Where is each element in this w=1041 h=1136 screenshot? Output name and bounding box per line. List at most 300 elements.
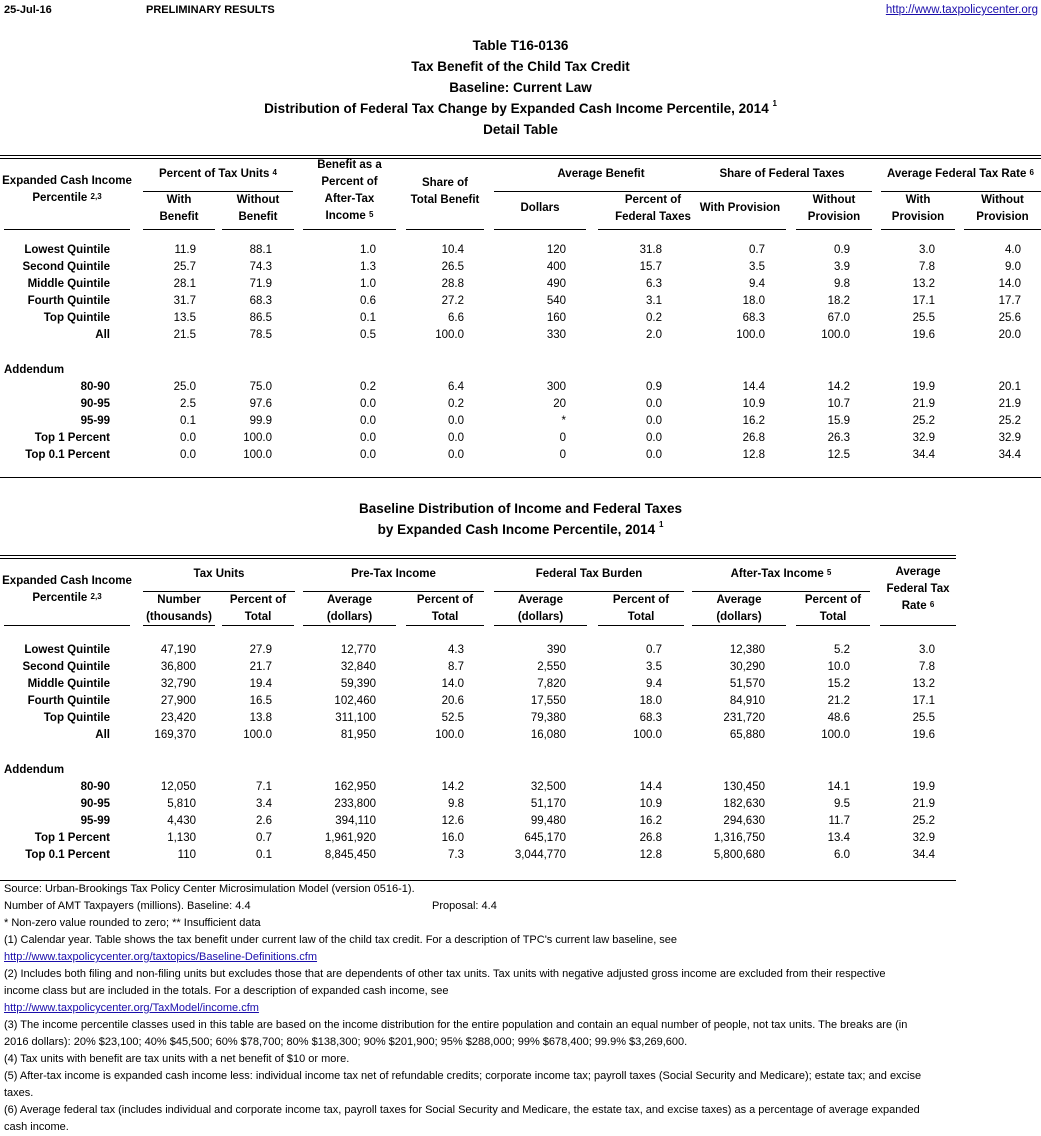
- table-2-bottom-rule: [0, 880, 956, 881]
- table-cell: 7.1: [256, 781, 272, 793]
- table-cell: 0.0: [646, 449, 662, 461]
- table-cell: 81,950: [340, 729, 376, 741]
- table-cell: 26.5: [441, 261, 464, 273]
- table-id: Table T16-0136: [472, 38, 569, 53]
- table-cell: 11.7: [828, 815, 850, 827]
- table-cell: 0.2: [646, 312, 662, 324]
- rule: [143, 229, 215, 230]
- row-label: Lowest Quintile: [24, 644, 110, 656]
- col-header-number: Number (thousands): [146, 594, 212, 623]
- table-cell: 12,050: [160, 781, 196, 793]
- col-header-pct-federal-taxes: Percent of Federal Taxes: [615, 194, 691, 223]
- table-cell: 8.7: [448, 661, 464, 673]
- table-detail-label: Detail Table: [483, 122, 558, 137]
- row-label: Fourth Quintile: [27, 695, 110, 707]
- table-cell: 9.4: [749, 278, 765, 290]
- table-cell: 16,080: [530, 729, 566, 741]
- table-cell: 0.1: [360, 312, 376, 324]
- row-header: Expanded Cash Income Percentile $^{2,3}$: [2, 575, 132, 604]
- table-cell: 2,550: [537, 661, 566, 673]
- table-cell: 14.1: [827, 781, 850, 793]
- table-cell: 182,630: [723, 798, 765, 810]
- table-cell: 3.9: [834, 261, 850, 273]
- footnote-6-line1: (6) Average federal tax (includes individual and corporate income tax, payroll taxes for Social Security and Medicare, the estate tax, and excise taxes) as a percentage of average expanded: [4, 1104, 920, 1116]
- table-cell: 21.9: [998, 398, 1021, 410]
- col-header-with-provision: With Provision: [699, 202, 781, 214]
- rule: [4, 229, 130, 230]
- rule: [880, 625, 956, 626]
- table-cell: 26.8: [639, 832, 662, 844]
- footnote-3-line2: 2016 dollars): 20% $23,100; 40% $45,500; 60% $78,700; 80% $138,300; 90% $201,900; 95% $288,000; 99% $678,400; 99.9% $3,269,600.: [4, 1036, 688, 1048]
- table-cell: 3.5: [749, 261, 765, 273]
- table-cell: 0.0: [646, 415, 662, 427]
- table-cell: 9.5: [834, 798, 850, 810]
- table-cell: 12.8: [742, 449, 765, 461]
- row-label: 95-99: [80, 415, 110, 427]
- table-cell: 21.9: [912, 798, 935, 810]
- table-cell: 19.9: [912, 781, 935, 793]
- table-cell: 68.3: [639, 712, 662, 724]
- table-cell: 100.0: [435, 729, 464, 741]
- table-cell: 231,720: [723, 712, 765, 724]
- table-cell: 13.2: [912, 678, 935, 690]
- table-cell: 0.0: [448, 449, 464, 461]
- col-header-average-dollars: Average (dollars): [517, 594, 564, 623]
- group-header-percent-tax-units: Percent of Tax Units $^4$: [159, 168, 277, 180]
- table-cell: 25.7: [173, 261, 196, 273]
- group-header-average-federal-tax-rate: Average Federal Tax Rate $^6$: [887, 168, 1034, 180]
- table-cell: 300: [546, 381, 566, 393]
- table-cell: 25.2: [912, 815, 935, 827]
- table-cell: 26.8: [742, 432, 765, 444]
- table-cell: 27.9: [249, 644, 272, 656]
- row-label: Top Quintile: [43, 712, 110, 724]
- table-top-rule: [0, 155, 1041, 159]
- amt-baseline-note: Number of AMT Taxpayers (millions). Baseline: 4.4: [4, 900, 251, 912]
- row-label: Second Quintile: [22, 261, 110, 273]
- footnote-4: (4) Tax units with benefit are tax units with a net benefit of $10 or more.: [4, 1053, 350, 1065]
- table-cell: 0.2: [360, 381, 376, 393]
- footnote-2-line1: (2) Includes both filing and non-filing units but excludes those that are dependents of other tax units. Tax units with negative adjusted gross income are excluded from their respective: [4, 968, 886, 980]
- col-header-average-federal-tax-rate: Average Federal Tax Rate $^6$: [886, 566, 950, 612]
- table-cell: 68.3: [249, 295, 272, 307]
- table-cell: 6.4: [448, 381, 464, 393]
- table-cell: 0.0: [180, 449, 196, 461]
- group-header-pre-tax-income: Pre-Tax Income: [351, 568, 436, 580]
- table-cell: 9.0: [1005, 261, 1021, 273]
- table-baseline: Baseline: Current Law: [449, 80, 592, 95]
- table-cell: 9.8: [448, 798, 464, 810]
- addendum-label: Addendum: [4, 764, 65, 776]
- table-cell: 0.1: [256, 849, 272, 861]
- table-cell: *: [561, 415, 566, 427]
- source-note: Source: Urban-Brookings Tax Policy Center Microsimulation Model (version 0516-1).: [4, 883, 415, 895]
- table-cell: 400: [546, 261, 566, 273]
- table-cell: 84,910: [729, 695, 765, 707]
- table-cell: 19.9: [912, 381, 935, 393]
- rule: [222, 625, 294, 626]
- table-cell: 99,480: [530, 815, 566, 827]
- table-cell: 330: [546, 329, 566, 341]
- table-cell: 34.4: [912, 449, 935, 461]
- col-header-share-total-benefit: Share of Total Benefit: [410, 177, 480, 206]
- table-cell: 4,430: [167, 815, 196, 827]
- table-cell: 99.9: [249, 415, 272, 427]
- footnote-5-line1: (5) After-tax income is expanded cash income less: individual income tax net of refundable credits; corporate income tax; payroll taxes (Social Security and Medicare); estate tax; and excise: [4, 1070, 922, 1082]
- table-cell: 18.2: [827, 295, 850, 307]
- table-cell: 100.0: [243, 432, 272, 444]
- table-cell: 100.0: [243, 729, 272, 741]
- table-cell: 10.9: [639, 798, 662, 810]
- table-cell: 1.0: [360, 278, 376, 290]
- col-header-without-provision: Without Provision: [807, 194, 861, 223]
- footnote-3-line1: (3) The income percentile classes used in this table are based on the income distribution for the entire population and contain an equal number of people, not tax units. The breaks are (in: [4, 1019, 908, 1031]
- col-header-rate-without-provision: Without Provision: [976, 194, 1029, 223]
- table-cell: 51,570: [729, 678, 765, 690]
- table-cell: 20: [553, 398, 566, 410]
- table-subtitle: [0, 101, 1041, 116]
- table-cell: 21.9: [912, 398, 935, 410]
- table-cell: 10.9: [742, 398, 765, 410]
- table-cell: 100.0: [736, 329, 765, 341]
- group-header-share-federal-taxes: Share of Federal Taxes: [719, 168, 845, 180]
- table-cell: 16.2: [639, 815, 662, 827]
- table-cell: 294,630: [723, 815, 765, 827]
- tpc-home-link[interactable]: http://www.taxpolicycenter.org: [885, 4, 1038, 16]
- table-cell: 100.0: [821, 329, 850, 341]
- table-cell: 78.5: [249, 329, 272, 341]
- table-cell: 32,790: [160, 678, 196, 690]
- table-cell: 27,900: [160, 695, 196, 707]
- table-cell: 7.8: [919, 661, 935, 673]
- col-header-without-benefit: Without Benefit: [236, 194, 280, 223]
- table-cell: 19.4: [249, 678, 272, 690]
- table-2-title-line1: Baseline Distribution of Income and Federal Taxes: [358, 501, 683, 516]
- table-cell: 0.9: [646, 381, 662, 393]
- table-cell: 1,130: [167, 832, 196, 844]
- table-cell: 17.1: [912, 695, 935, 707]
- subtitle-text: Distribution of Federal Tax Change by Expanded Cash Income Percentile, 2014: [264, 101, 769, 116]
- table-cell: 0.0: [360, 449, 376, 461]
- table-cell: 32.9: [912, 432, 935, 444]
- table-cell: 17.7: [998, 295, 1021, 307]
- table-cell: 20.6: [441, 695, 464, 707]
- table-cell: 4.0: [1005, 244, 1021, 256]
- table-cell: 120: [546, 244, 566, 256]
- table-cell: 14.0: [441, 678, 464, 690]
- table-cell: 25.2: [912, 415, 935, 427]
- col-header-dollars: Dollars: [520, 202, 560, 214]
- table-cell: 25.5: [912, 312, 935, 324]
- table-cell: 8,845,450: [324, 849, 376, 861]
- table-2-top-rule: [0, 555, 956, 559]
- table-cell: 27.2: [441, 295, 464, 307]
- legend-note: * Non-zero value rounded to zero; ** Insufficient data: [4, 917, 261, 929]
- table-cell: 51,170: [530, 798, 566, 810]
- group-header-average-benefit: Average Benefit: [557, 168, 645, 180]
- table-cell: 5,800,680: [713, 849, 765, 861]
- table-cell: 0.0: [646, 432, 662, 444]
- table-cell: 31.8: [639, 244, 662, 256]
- rule: [694, 229, 786, 230]
- table-cell: 0.7: [646, 644, 662, 656]
- table-cell: 10.7: [827, 398, 850, 410]
- table-cell: 18.0: [639, 695, 662, 707]
- table-cell: 102,460: [334, 695, 376, 707]
- preliminary-label: PRELIMINARY RESULTS: [146, 4, 275, 16]
- table-cell: 233,800: [334, 798, 376, 810]
- table-cell: 169,370: [154, 729, 196, 741]
- table-cell: 6.6: [448, 312, 464, 324]
- table-cell: 4.3: [448, 644, 464, 656]
- row-label: 80-90: [80, 781, 110, 793]
- table-cell: 25.0: [173, 381, 196, 393]
- table-cell: 394,110: [335, 815, 376, 827]
- table-2-title-line2: by Expanded Cash Income Percentile, 2014 $^1$: [377, 520, 664, 537]
- report-date: 25-Jul-16: [4, 4, 52, 16]
- table-cell: 14.0: [998, 278, 1021, 290]
- rule: [303, 625, 396, 626]
- table-cell: 36,800: [160, 661, 196, 673]
- table-cell: 3.0: [919, 244, 935, 256]
- table-cell: 1,316,750: [713, 832, 765, 844]
- row-label: 95-99: [80, 815, 110, 827]
- col-header-rate-with-provision: With Provision: [891, 194, 945, 223]
- rule: [881, 229, 955, 230]
- table-cell: 13.4: [827, 832, 850, 844]
- table-cell: 0.0: [360, 398, 376, 410]
- amt-proposal-note: Proposal: 4.4: [432, 900, 497, 912]
- table-cell: 7.8: [919, 261, 935, 273]
- row-label: All: [95, 329, 110, 341]
- table-cell: 13.8: [249, 712, 272, 724]
- table-cell: 162,950: [334, 781, 376, 793]
- table-cell: 100.0: [435, 329, 464, 341]
- table-cell: 9.8: [834, 278, 850, 290]
- footnote-ref: 1: [772, 99, 777, 108]
- row-label: Fourth Quintile: [27, 295, 110, 307]
- table-cell: 67.0: [827, 312, 850, 324]
- table-cell: 1.0: [360, 244, 376, 256]
- table-cell: 100.0: [633, 729, 662, 741]
- group-header-federal-tax-burden: Federal Tax Burden: [535, 568, 643, 580]
- table-cell: 30,290: [729, 661, 765, 673]
- income-definition-link[interactable]: http://www.taxpolicycenter.org/TaxModel/income.cfm: [4, 1002, 259, 1014]
- table-cell: 0.7: [256, 832, 272, 844]
- table-cell: 7,820: [537, 678, 566, 690]
- table-cell: 17.1: [912, 295, 935, 307]
- row-label: Middle Quintile: [27, 278, 110, 290]
- row-label: Top Quintile: [43, 312, 110, 324]
- table-cell: 14.2: [827, 381, 850, 393]
- table-cell: 52.5: [441, 712, 464, 724]
- table-cell: 0.0: [180, 432, 196, 444]
- col-header-benefit-pct-after-tax: Benefit as a Percent of After-Tax Income $^5$: [317, 159, 382, 222]
- rule: [598, 625, 684, 626]
- table-cell: 14.4: [639, 781, 662, 793]
- rule: [692, 625, 786, 626]
- table-cell: 16.0: [441, 832, 464, 844]
- baseline-definitions-link[interactable]: http://www.taxpolicycenter.org/taxtopics/Baseline-Definitions.cfm: [4, 951, 318, 963]
- table-cell: 0.0: [448, 415, 464, 427]
- table-cell: 12.8: [639, 849, 662, 861]
- table-cell: 15.7: [639, 261, 662, 273]
- row-label: Second Quintile: [22, 661, 110, 673]
- table-cell: 10.4: [441, 244, 464, 256]
- table-cell: 97.6: [249, 398, 272, 410]
- row-label: Top 0.1 Percent: [25, 849, 110, 861]
- table-cell: 540: [546, 295, 566, 307]
- row-header: Expanded Cash Income Percentile $^{2,3}$: [2, 175, 132, 204]
- table-cell: 71.9: [249, 278, 272, 290]
- table-cell: 59,390: [340, 678, 376, 690]
- table-cell: 32,500: [530, 781, 566, 793]
- table-cell: 3,044,770: [514, 849, 566, 861]
- rule: [4, 625, 130, 626]
- table-cell: 0.9: [834, 244, 850, 256]
- table-cell: 14.4: [742, 381, 765, 393]
- table-title: Tax Benefit of the Child Tax Credit: [411, 59, 630, 74]
- table-cell: 25.5: [912, 712, 935, 724]
- table-cell: 2.0: [646, 329, 662, 341]
- rule: [303, 229, 396, 230]
- group-header-tax-units: Tax Units: [193, 568, 245, 580]
- addendum-label: Addendum: [4, 364, 65, 376]
- table-cell: 13.2: [912, 278, 935, 290]
- row-label: Top 0.1 Percent: [25, 449, 110, 461]
- table-cell: 31.7: [173, 295, 196, 307]
- row-label: Top 1 Percent: [34, 832, 110, 844]
- rule: [796, 625, 870, 626]
- table-cell: 23,420: [160, 712, 196, 724]
- table-cell: 34.4: [912, 849, 935, 861]
- table-cell: 28.8: [441, 278, 464, 290]
- table-cell: 34.4: [998, 449, 1021, 461]
- table-cell: 12,380: [729, 644, 765, 656]
- table-cell: 17,550: [530, 695, 566, 707]
- table-cell: 25.2: [998, 415, 1021, 427]
- table-cell: 75.0: [249, 381, 272, 393]
- table-cell: 10.0: [827, 661, 850, 673]
- table-cell: 12.6: [441, 815, 464, 827]
- table-cell: 0: [559, 432, 566, 444]
- table-cell: 0.7: [749, 244, 765, 256]
- table-cell: 0: [559, 449, 566, 461]
- table-cell: 2.6: [256, 815, 272, 827]
- footnote-1: (1) Calendar year. Table shows the tax benefit under current law of the child tax credit. For a description of TPC's current law baseline, see: [4, 934, 678, 946]
- table-cell: 0.2: [448, 398, 464, 410]
- footnote-6-line2: cash income.: [4, 1121, 69, 1133]
- table-cell: 21.5: [173, 329, 196, 341]
- table-cell: 100.0: [243, 449, 272, 461]
- table-cell: 16.5: [249, 695, 272, 707]
- col-header-with-benefit: With Benefit: [159, 194, 199, 223]
- row-label: All: [95, 729, 110, 741]
- table-cell: 311,100: [335, 712, 376, 724]
- rule: [222, 229, 294, 230]
- table-cell: 21.7: [249, 661, 272, 673]
- table-cell: 14.2: [441, 781, 464, 793]
- table-cell: 0.6: [360, 295, 376, 307]
- table-cell: 11.9: [174, 244, 196, 256]
- table-cell: 1.3: [360, 261, 376, 273]
- table-cell: 9.4: [646, 678, 662, 690]
- row-label: 90-95: [80, 398, 110, 410]
- table-cell: 32,840: [340, 661, 376, 673]
- table-cell: 0.0: [360, 432, 376, 444]
- rule: [406, 625, 484, 626]
- table-bottom-rule: [0, 477, 1041, 478]
- table-cell: 2.5: [180, 398, 196, 410]
- table-cell: 16.2: [742, 415, 765, 427]
- row-label: 90-95: [80, 798, 110, 810]
- table-cell: 28.1: [173, 278, 196, 290]
- row-label: 80-90: [80, 381, 110, 393]
- col-header-average-dollars: Average (dollars): [716, 594, 762, 623]
- table-cell: 68.3: [742, 312, 765, 324]
- table-cell: 20.0: [998, 329, 1021, 341]
- col-header-percent-total: Percent of Total: [804, 594, 862, 623]
- table-cell: 3.1: [646, 295, 662, 307]
- table-cell: 88.1: [249, 244, 272, 256]
- table-cell: 5,810: [167, 798, 196, 810]
- row-label: Middle Quintile: [27, 678, 110, 690]
- table-cell: 6.0: [834, 849, 850, 861]
- table-cell: 13.5: [173, 312, 196, 324]
- table-cell: 3.0: [919, 644, 935, 656]
- rule: [494, 229, 586, 230]
- table-cell: 74.3: [249, 261, 272, 273]
- table-cell: 0.5: [360, 329, 376, 341]
- table-cell: 12,770: [340, 644, 376, 656]
- group-header-after-tax-income: After-Tax Income $^5$: [730, 568, 832, 580]
- table-cell: 18.0: [742, 295, 765, 307]
- table-cell: 19.6: [912, 729, 935, 741]
- rule: [598, 229, 708, 230]
- rule: [796, 229, 872, 230]
- table-cell: 5.2: [834, 644, 850, 656]
- table-cell: 1,961,920: [324, 832, 376, 844]
- table-cell: 15.2: [827, 678, 850, 690]
- table-cell: 3.4: [256, 798, 272, 810]
- col-header-percent-total: Percent of Total: [416, 594, 474, 623]
- table-cell: 86.5: [249, 312, 272, 324]
- table-cell: 390: [546, 644, 566, 656]
- rule: [143, 625, 215, 626]
- table-cell: 20.1: [998, 381, 1021, 393]
- table-cell: 130,450: [723, 781, 765, 793]
- col-header-percent-total: Percent of Total: [612, 594, 670, 623]
- table-cell: 65,880: [729, 729, 765, 741]
- table-cell: 19.6: [912, 329, 935, 341]
- row-label: Lowest Quintile: [24, 244, 110, 256]
- table-cell: 0.0: [448, 432, 464, 444]
- table-cell: 0.1: [180, 415, 196, 427]
- table-cell: 32.9: [998, 432, 1021, 444]
- row-label: Top 1 Percent: [34, 432, 110, 444]
- table-cell: 160: [546, 312, 566, 324]
- table-cell: 0.0: [360, 415, 376, 427]
- col-header-average-dollars: Average (dollars): [326, 594, 373, 623]
- table-cell: 12.5: [827, 449, 850, 461]
- table-cell: 25.6: [998, 312, 1021, 324]
- rule: [964, 229, 1041, 230]
- table-cell: 21.2: [827, 695, 850, 707]
- table-cell: 490: [546, 278, 566, 290]
- table-cell: 32.9: [912, 832, 935, 844]
- table-cell: 100.0: [821, 729, 850, 741]
- table-cell: 6.3: [646, 278, 662, 290]
